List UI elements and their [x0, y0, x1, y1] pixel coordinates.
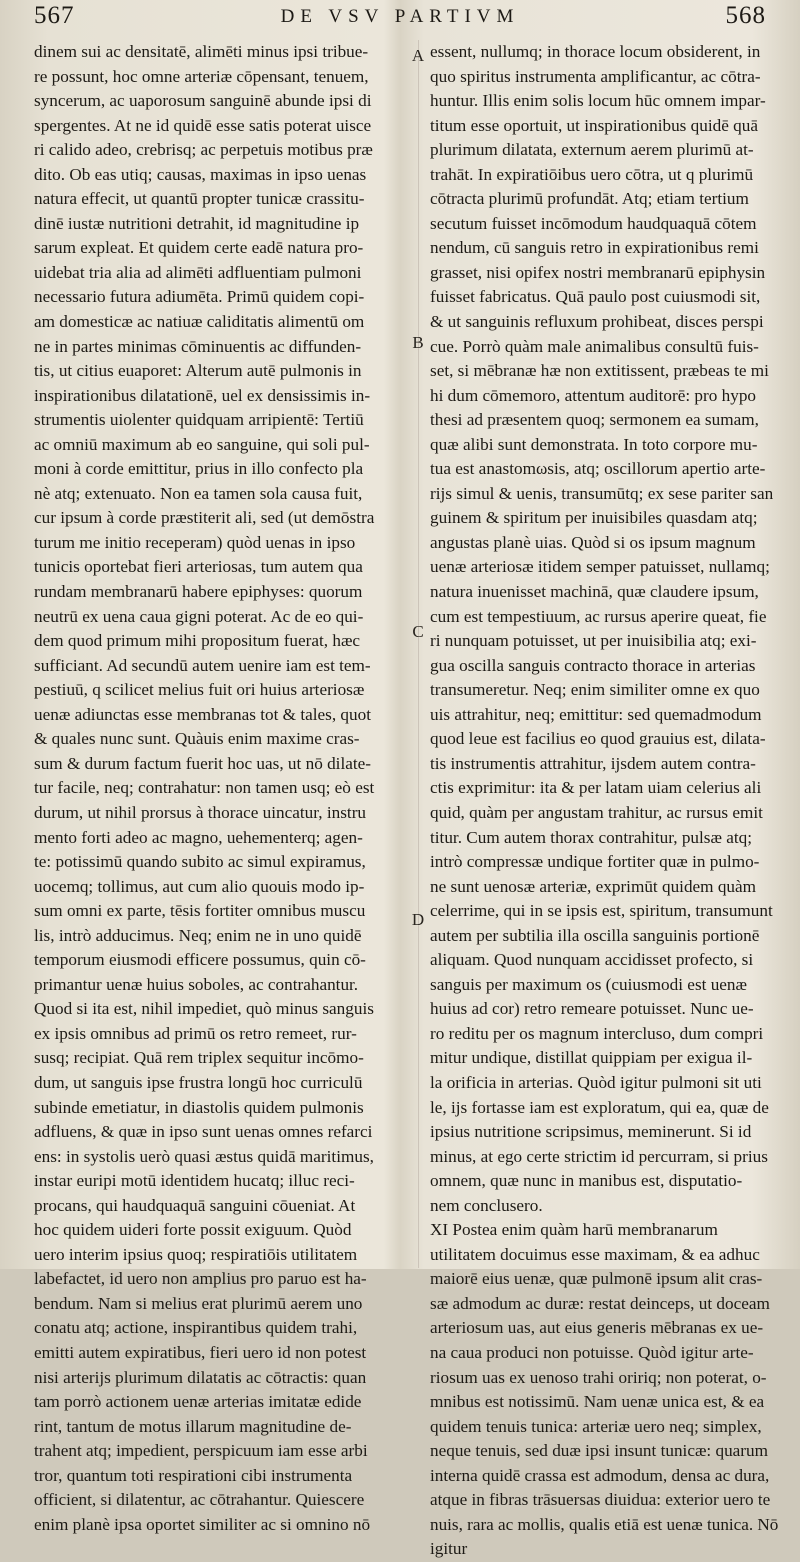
- text-line: sæ admodum ac duræ: restat deinceps, ut doceam: [430, 1293, 770, 1313]
- text-line: ctis exprimitur: ita & per latam uiam celerius ali: [430, 778, 762, 798]
- text-line: guinem & spiritum per inuisibiles quasdam atq;: [430, 508, 758, 528]
- text-line: quod leue est facilius eo quod grauius est, dilata-: [430, 729, 766, 749]
- text-line: gua oscilla sanguis contracto thorace in arterias: [430, 655, 756, 675]
- text-line: nuis, rara ac mollis, qualis etiā est uenæ tunica. Nō: [430, 1514, 779, 1534]
- text-line: turum me initio receperam) quòd uenas in ipso: [34, 532, 356, 552]
- text-line: spergentes. At ne id quidē esse satis poterat uisce: [34, 115, 372, 135]
- text-line: uidebat tria alia ad alimēti adfluentiam pulmoni: [34, 262, 362, 282]
- margin-letter-d: D: [411, 910, 425, 929]
- text-line: la orificia in arterias. Quòd igitur pulmoni sit uti: [430, 1072, 762, 1092]
- text-line: conatu atq; actione, inspirantibus quidem trahi,: [34, 1318, 358, 1338]
- text-line: atque in fibras trāsuersas diuidua: exterior uero te: [430, 1490, 771, 1510]
- text-line: cue. Porrò quàm male animalibus consultū fuis-: [430, 336, 759, 356]
- text-line: utilitatem docuimus esse maximam, & ea adhuc: [430, 1244, 760, 1264]
- text-line: quidem tenuis tunica: arteriæ uero neq; simplex,: [430, 1416, 762, 1436]
- text-line: temporum eiusmodi efficere possumus, quin cō-: [34, 950, 366, 970]
- text-line: mnibus est notissimū. Nam uenæ unica est, & ea: [430, 1392, 765, 1412]
- text-line: inspirationibus dilatationē, uel ex densissimis in-: [34, 385, 371, 405]
- text-line: mento forti adeo ac magno, uehementerq; agen-: [34, 827, 363, 847]
- margin-letter-a: A: [411, 46, 425, 65]
- text-line: pestiuū, q scilicet melius fuit ori huius arteriosæ: [34, 680, 365, 700]
- column-gutter: [418, 40, 419, 1268]
- text-line: omnem, quæ nunc in manibus est, disputatio-: [430, 1171, 743, 1191]
- text-line: plurimum dilatata, externum aerem plurimū at-: [430, 140, 754, 160]
- text-line: thesi ad præsentem quoq; sermonem ea sumam,: [430, 410, 759, 430]
- text-line: officient, si dilatentur, ac cōtrahantur. Quiescere: [34, 1490, 365, 1510]
- text-line: nendum, cū sanguis retro in expirationibus remi: [430, 238, 759, 258]
- text-line: adfluens, & quæ in ipso sunt uenas omnes refarci: [34, 1122, 373, 1142]
- text-line: enim planè ipsa oportet similiter ac si omnino nō: [34, 1514, 371, 1534]
- text-line: riosum uas ex uenoso trahi oririq; non poterat, o-: [430, 1367, 767, 1387]
- text-line: rijs simul & uenis, transumūtq; ex sese pariter san: [430, 483, 774, 503]
- text-line: transumeretur. Neq; enim similiter omne ex quo: [430, 680, 760, 700]
- text-line: na caua produci non potuisse. Quòd igitur arte-: [430, 1342, 754, 1362]
- text-line: celerrime, qui in se ipsis est, spiritum, transumunt: [430, 901, 773, 921]
- text-line: ens: in systolis uerò quasi æstus quidā maritimus,: [34, 1146, 374, 1166]
- text-line: ri nunquam potuisset, ut per inuisibilia atq; exi-: [430, 631, 757, 651]
- running-title: DE VSV PARTIVM: [280, 6, 520, 27]
- text-line: uocemq; tollimus, aut cum alio quouis modo ip-: [34, 876, 365, 896]
- text-line: nè atq; extenuato. Non ea tamen sola causa fuit,: [34, 483, 363, 503]
- text-line: quo spiritus instrumenta amplificantur, ac cōtra-: [430, 66, 761, 86]
- text-line: uenæ arteriosæ itidem semper patuisset, nullamq;: [430, 557, 770, 577]
- text-line: titum esse oportuit, ut inspirationibus quidē quā: [430, 115, 758, 135]
- margin-letter-c: C: [412, 622, 424, 641]
- text-line: strumentis uiolenter quidquam arripientē: Tertiū: [34, 410, 364, 430]
- running-head: [0, 2, 800, 38]
- text-line: uero interim ipsius quoq; respiratiōis utilitatem: [34, 1244, 358, 1264]
- text-line: XI Postea enim quàm harū membranarum: [430, 1220, 718, 1240]
- text-line: set, si mēbranæ hæ non extitissent, præbeas te mi: [430, 361, 769, 381]
- text-line: uis attrahitur, neq; emittitur: sed quemadmodum: [430, 704, 762, 724]
- text-line: emitti autem expiratibus, fieri uero id non potest: [34, 1342, 367, 1362]
- text-line: susq; recipiat. Quā rem triplex sequitur incōmo-: [34, 1048, 364, 1068]
- text-line: huius ad cor) retro remeare potuisset. Nunc ue-: [430, 999, 754, 1019]
- text-line: cum est tempestiuum, ac rursus aperire queat, fie: [430, 606, 767, 626]
- left-column: [34, 40, 407, 1534]
- text-line: titur. Cum autem thorax contrahitur, pulsæ atq;: [430, 827, 753, 847]
- text-line: dinē iustæ nutritioni detrahit, id magnitudine ip: [34, 213, 360, 233]
- text-line: tror, quantum toti respirationi cibi instrumenta: [34, 1465, 353, 1485]
- text-line: ri calido adeo, crebrisq; ac perpetuis motibus præ: [34, 140, 373, 160]
- text-line: dem quod primum mihi propositum fuerat, hæc: [34, 631, 361, 651]
- text-line: tam porrò actionem uenæ arterias imitatæ edide: [34, 1392, 362, 1412]
- text-line: primantur uenæ huius soboles, ac contrahantur.: [34, 974, 359, 994]
- text-line: sum & durum factum fuerit hoc uas, ut nō dilate-: [34, 753, 371, 773]
- text-line: secutum fuisset incōmodum haudquaquā cōtem: [430, 213, 757, 233]
- text-line: sufficiant. Ad secundū autem uenire iam est tem-: [34, 655, 371, 675]
- text-line: tis, ut citius euaporet: Alterum autē pulmonis in: [34, 361, 362, 381]
- text-line: trahāt. In expiratiōibus uero cōtra, ut q plurimū: [430, 164, 754, 184]
- text-line: dum, ut sanguis ipse frustra longū hoc curriculū: [34, 1072, 363, 1092]
- text-line: mitur undique, distillat quippiam per exigua il-: [430, 1048, 753, 1068]
- text-line: Quod si ita est, nihil impediet, quò minus sanguis: [34, 999, 374, 1019]
- text-line: tua est anastomωsis, atq; oscillorum apertio arte-: [430, 459, 766, 479]
- text-line: natura effecit, ut quantū propter tunicæ crassitu-: [34, 189, 365, 209]
- text-line: ac omniū maximum ab eo sanguine, qui soli pul-: [34, 434, 370, 454]
- text-line: fuisset fabricatus. Quā paulo post cuiusmodi sit,: [430, 287, 761, 307]
- text-line: essent, nullumq; in thorace locum obsiderent, in: [430, 42, 761, 61]
- text-line: igitur: [430, 1539, 468, 1559]
- text-line: re possunt, hoc omne arteriæ cōpensant, tenuem,: [34, 66, 369, 86]
- text-line: maiorē eius uenæ, quæ pulmonē ipsum alit cras-: [430, 1269, 763, 1289]
- text-line: durum, ut nihil prorsus à thorace uincatur, instru: [34, 802, 367, 822]
- text-line: subinde emetiatur, in diastolis quidem pulmonis: [34, 1097, 364, 1117]
- text-line: neutrū ex uena caua gigni poterat. Ac de eo qui-: [34, 606, 364, 626]
- text-line: tis instrumentis attrahitur, ijsdem autem contra-: [430, 753, 756, 773]
- text-line: instar euripi motū identidem hucatq; illuc reci-: [34, 1171, 355, 1191]
- text-line: moni à corde emittitur, prius in illo confecto pla: [34, 459, 364, 479]
- text-line: intrò compressæ undique fortiter quæ in pulmo-: [430, 852, 760, 872]
- text-line: necessario futura adiumēta. Primū quidem copi-: [34, 287, 365, 307]
- text-line: cur ipsum à corde præstiterit ali, sed (ut demōstra: [34, 508, 375, 528]
- text-line: neque tenuis, sed duæ ipsi insunt tunicæ: quarum: [430, 1441, 768, 1461]
- text-line: bendum. Nam si melius erat plurimū aerem uno: [34, 1293, 363, 1313]
- text-line: & quales nunc sunt. Quàuis enim maxime cras-: [34, 729, 360, 749]
- text-line: tur facile, neq; contrahatur: non tamen usq; eò est: [34, 778, 375, 798]
- text-line: trahent atq; impedient, perspicuum iam esse arbi: [34, 1441, 368, 1461]
- text-line: le, ijs fortasse iam est exploratum, qui ea, quæ de: [430, 1097, 769, 1117]
- text-line: quæ alibi sunt demonstrata. In toto corpore mu-: [430, 434, 758, 454]
- text-line: nisi arterijs plurimum dilatatis ac cōtractis: quan: [34, 1367, 367, 1387]
- text-line: arteriosum uas, aut eius generis mēbranas ex ue-: [430, 1318, 764, 1338]
- text-line: am domesticæ ac natiuæ caliditatis alimentū om: [34, 312, 365, 332]
- text-line: natura inuenisset machinā, quæ claudere ipsum,: [430, 582, 759, 602]
- text-line: grasset, nisi opifex nostri membranarū epiphysin: [430, 262, 766, 282]
- text-line: & ut sanguinis refluxum prohibeat, disces perspi: [430, 312, 764, 332]
- text-line: uenæ adiunctas esse membranas tot & tales, quot: [34, 704, 371, 724]
- text-line: dinem sui ac densitatē, alimēti minus ipsi tribue-: [34, 42, 369, 61]
- text-line: nem conclusero.: [430, 1195, 543, 1215]
- text-line: rundam membranarū habere epiphyses: quorum: [34, 582, 363, 602]
- text-line: aliquam. Quod nunquam accidisset profecto, si: [430, 950, 754, 970]
- text-line: tunicis oportebat fieri arteriosas, tum autem qua: [34, 557, 363, 577]
- text-line: angustas planè uias. Quòd si os ipsum magnum: [430, 532, 756, 552]
- left-page-number: 567: [34, 2, 75, 29]
- text-line: ne sunt uenosæ arteriæ, exprimūt quidem quàm: [430, 876, 757, 896]
- text-line: hi dum cōmemoro, attentum auditorē: pro hypo: [430, 385, 757, 405]
- text-line: ipsius nutritione scripsimus, meminerunt. Si id: [430, 1122, 752, 1142]
- text-line: interna quidē crassa est admodum, densa ac dura,: [430, 1465, 770, 1485]
- text-line: labefactet, id uero non amplius pro paruo est ha-: [34, 1269, 367, 1289]
- text-line: cōtracta plurimū profundāt. Atq; etiam tertium: [430, 189, 749, 209]
- text-line: ex ipsis omnibus ad primū os retro remeet, rur-: [34, 1023, 357, 1043]
- text-line: sanguis per maximum os (cuiusmodi est uenæ: [430, 974, 747, 994]
- margin-letter-b: B: [412, 333, 424, 352]
- text-line: quid, quàm per angustam trahitur, ac rursus emit: [430, 802, 763, 822]
- text-line: huntur. Illis enim solis locum hūc omnem impar-: [430, 91, 766, 111]
- text-line: autem per subtilia illa oscilla sanguinis portionē: [430, 925, 760, 945]
- right-page-number: 568: [725, 2, 766, 29]
- text-line: lis, intrò adducimus. Neq; enim ne in uno quidē: [34, 925, 362, 945]
- text-line: ne in partes minimas cōminuentis ac diffunden-: [34, 336, 362, 356]
- right-column: [430, 40, 779, 1559]
- text-line: hoc quidem uideri forte possit exiguum. Quòd: [34, 1220, 352, 1240]
- text-line: sarum expleat. Et quidem certe eadē natura pro-: [34, 238, 364, 258]
- text-line: te: potissimū quando subito ac simul expiramus,: [34, 852, 366, 872]
- text-line: procans, qui haudquaquā sanguini cōueniat. At: [34, 1195, 356, 1215]
- text-line: rint, tantum de motus illarum magnitudine de-: [34, 1416, 352, 1436]
- text-line: dito. Ob eas utiq; causas, maximas in ipso uenas: [34, 164, 367, 184]
- text-line: minus, at ego certe strictim id percurram, si prius: [430, 1146, 768, 1166]
- text-line: syncerum, ac uaporosum sanguinē abunde ipsi di: [34, 91, 372, 111]
- text-line: ro reditu per os magnum intercluso, dum compri: [430, 1023, 764, 1043]
- text-line: sum omni ex parte, tēsis fortiter omnibus muscu: [34, 901, 366, 921]
